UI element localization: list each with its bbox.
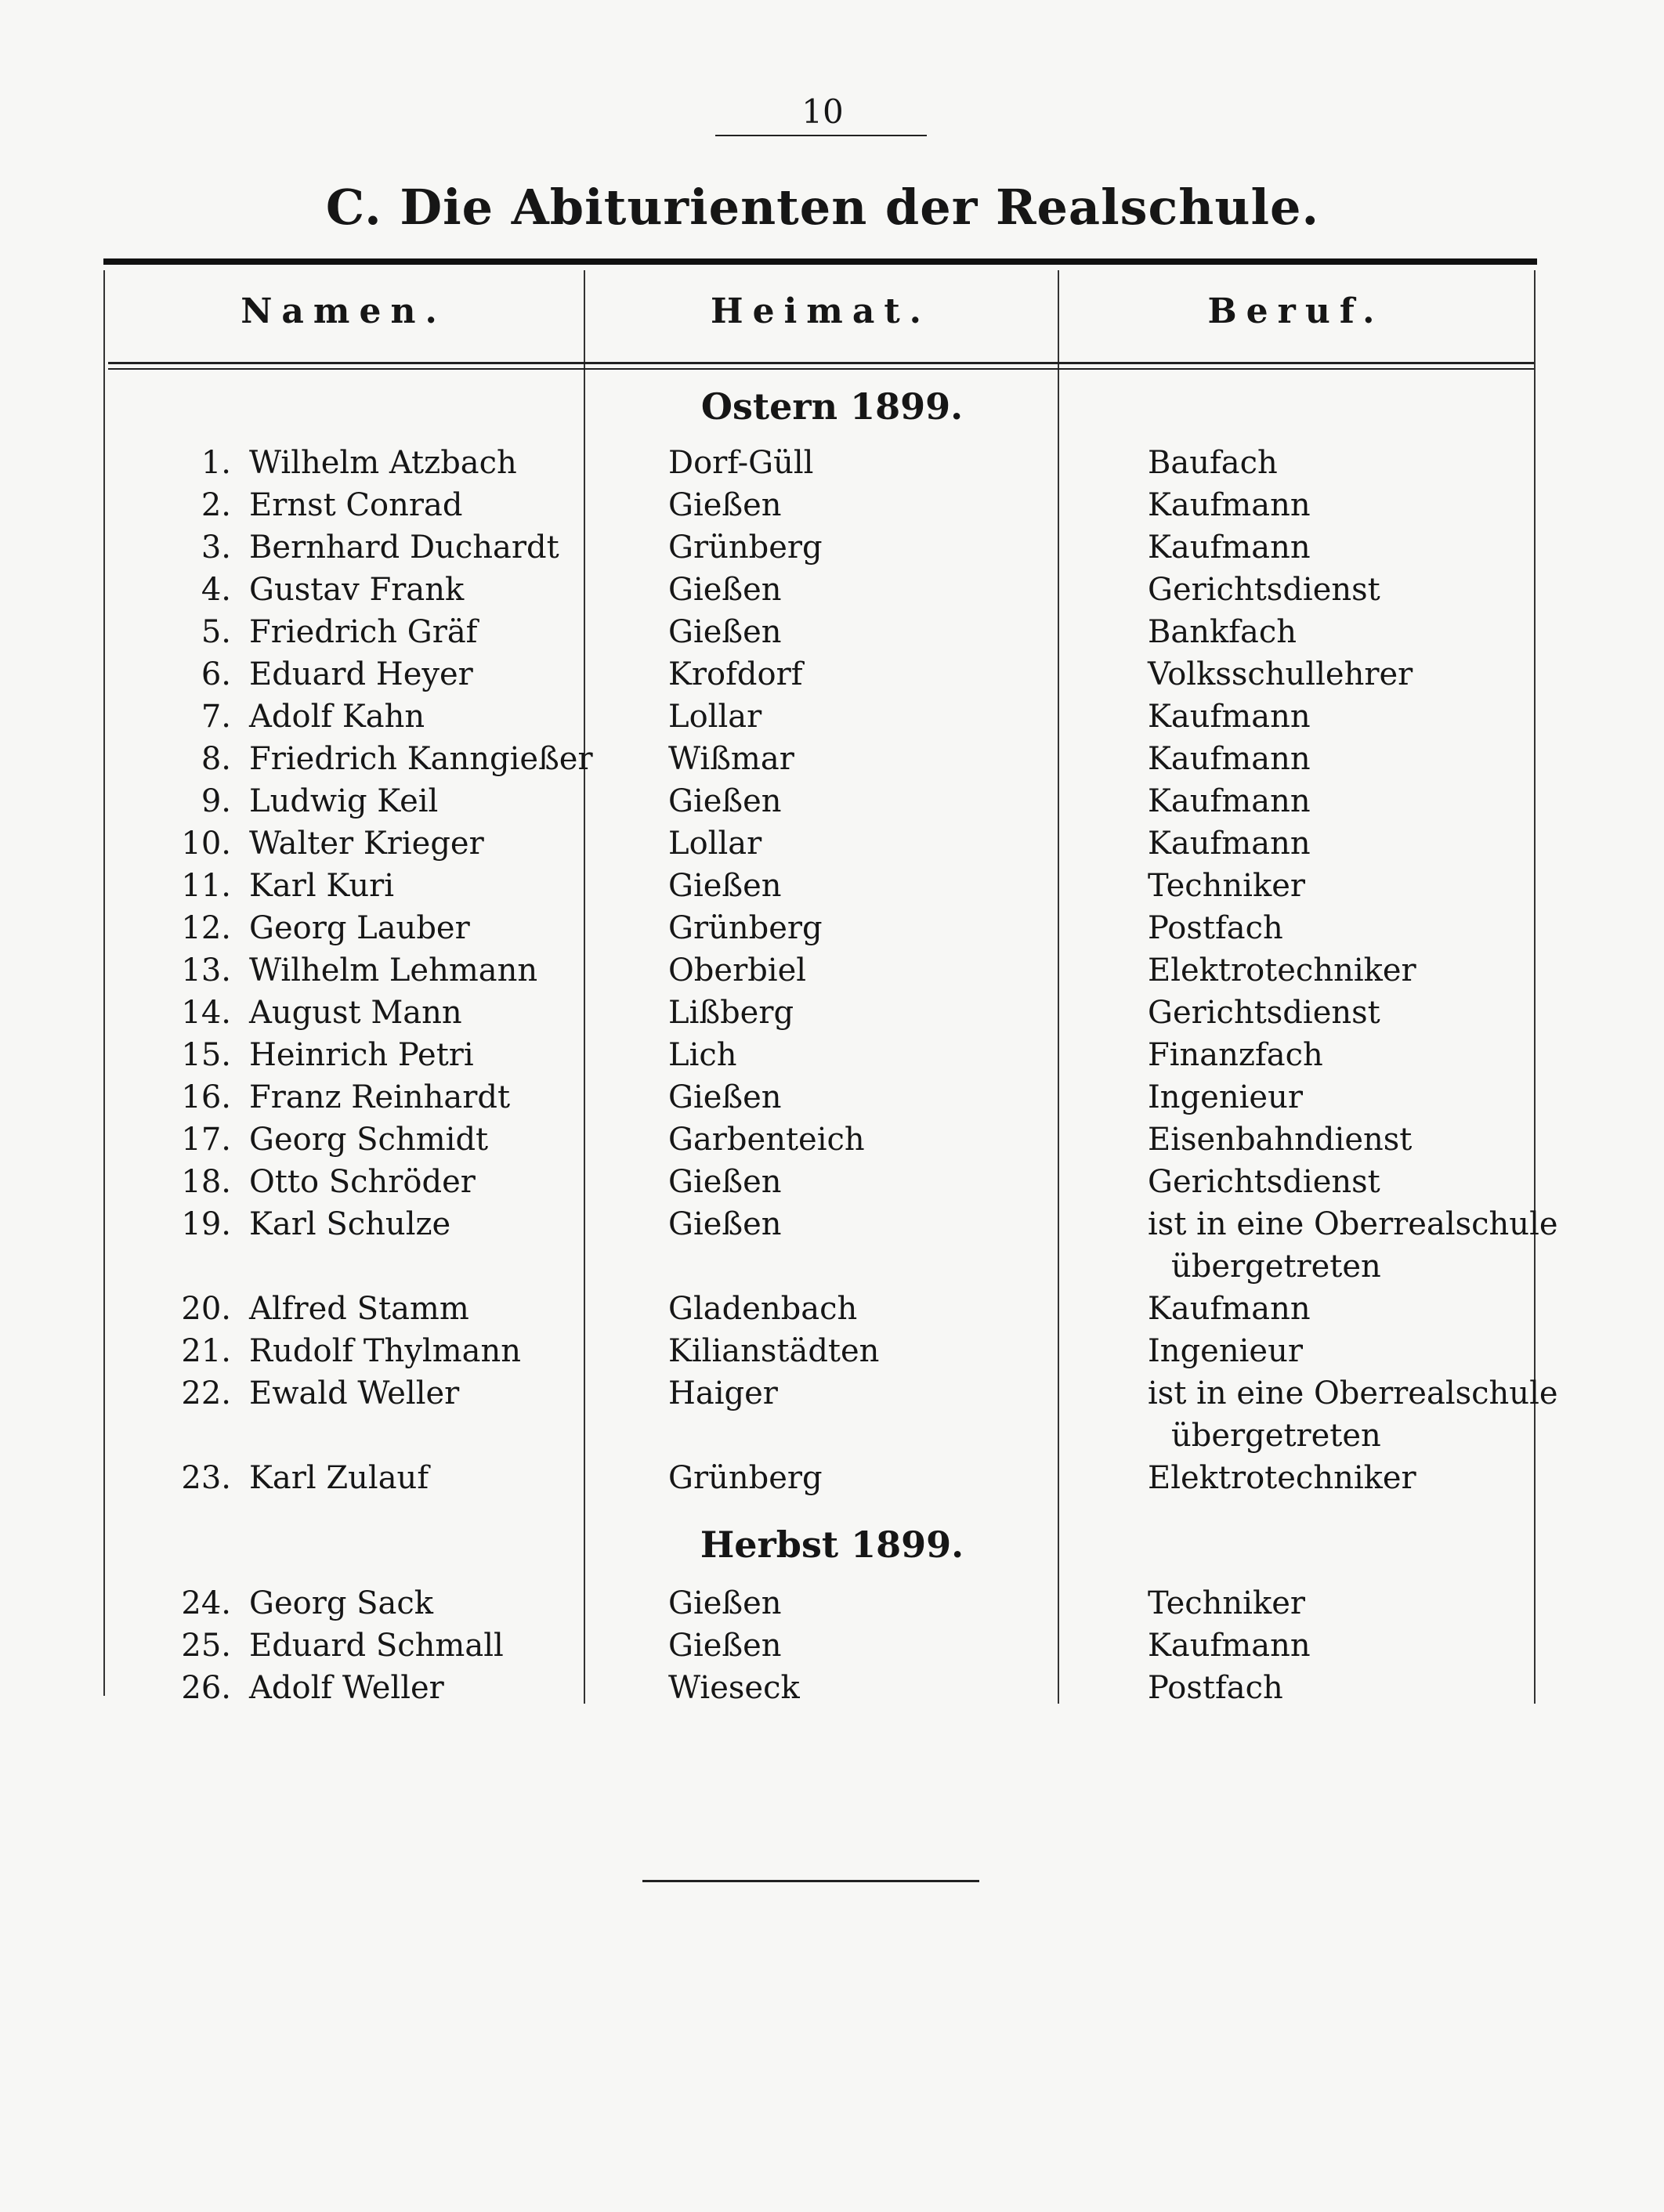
row-number: 7.: [201, 699, 231, 735]
student-home: Wieseck: [668, 1670, 800, 1706]
student-profession: Kaufmann: [1148, 699, 1311, 735]
column-header-name: Namen.: [241, 291, 447, 331]
student-name: Ernst Conrad: [249, 487, 463, 523]
table-row: [0, 1122, 1664, 1164]
row-number: 1.: [201, 445, 231, 481]
student-name: Karl Zulauf: [249, 1460, 429, 1496]
column-header-home: Heimat.: [711, 291, 931, 331]
row-number: 24.: [181, 1585, 231, 1621]
student-profession: Elektrotechniker: [1148, 1460, 1416, 1496]
student-name: Adolf Weller: [249, 1670, 444, 1706]
student-profession: Kaufmann: [1148, 530, 1311, 566]
student-home: Dorf-Güll: [668, 445, 814, 481]
page-title: C. Die Abiturienten der Realschule.: [325, 179, 1320, 236]
student-name: Friedrich Gräf: [249, 614, 478, 650]
student-profession: Gerichtsdienst: [1148, 995, 1380, 1031]
table-row: [0, 1375, 1664, 1460]
student-name: Georg Schmidt: [249, 1122, 489, 1158]
student-home: Grünberg: [668, 530, 823, 566]
table-row: [0, 910, 1664, 952]
student-name: Wilhelm Lehmann: [249, 952, 538, 989]
student-name: Karl Schulze: [249, 1206, 451, 1242]
row-number: 9.: [201, 783, 231, 819]
row-number: 26.: [181, 1670, 231, 1706]
student-profession: Elektrotechniker: [1148, 952, 1416, 989]
table-row: [0, 1291, 1664, 1333]
row-number: 10.: [181, 826, 231, 862]
row-number: 12.: [181, 910, 231, 946]
student-home: Gladenbach: [668, 1291, 858, 1327]
section-heading-easter: Ostern 1899.: [700, 385, 964, 428]
student-name: Wilhelm Atzbach: [249, 445, 517, 481]
student-name: Rudolf Thylmann: [249, 1333, 522, 1369]
table-row: [0, 826, 1664, 868]
table-row: [0, 614, 1664, 656]
student-name: Heinrich Petri: [249, 1037, 474, 1073]
table-row: [0, 572, 1664, 614]
student-name: Walter Krieger: [249, 826, 484, 862]
student-name: Ewald Weller: [249, 1375, 460, 1411]
student-home: Wißmar: [668, 741, 794, 777]
student-profession: ist in eine Oberrealschule: [1148, 1375, 1558, 1411]
row-number: 21.: [181, 1333, 231, 1369]
table-row: [0, 1670, 1664, 1712]
row-number: 15.: [181, 1037, 231, 1073]
student-home: Gießen: [668, 868, 782, 904]
student-name: Friedrich Kanngießer: [249, 741, 593, 777]
row-number: 5.: [201, 614, 231, 650]
student-home: Gießen: [668, 783, 782, 819]
row-number: 8.: [201, 741, 231, 777]
table-row: [0, 783, 1664, 826]
student-name: Georg Sack: [249, 1585, 434, 1621]
row-number: 17.: [181, 1122, 231, 1158]
table-row: [0, 952, 1664, 995]
student-name: Gustav Frank: [249, 572, 465, 608]
row-number: 14.: [181, 995, 231, 1031]
row-number: 6.: [201, 656, 231, 692]
table-row: [0, 1079, 1664, 1122]
student-home: Lißberg: [668, 995, 794, 1031]
student-home: Lollar: [668, 826, 762, 862]
table-row: [0, 1164, 1664, 1206]
table-row: [0, 995, 1664, 1037]
row-number: 3.: [201, 530, 231, 566]
column-header-job: Beruf.: [1207, 291, 1384, 331]
row-number: 20.: [181, 1291, 231, 1327]
student-home: Haiger: [668, 1375, 778, 1411]
student-home: Grünberg: [668, 1460, 823, 1496]
student-home: Gießen: [668, 1585, 782, 1621]
student-profession: Baufach: [1148, 445, 1278, 481]
table-row: [0, 1628, 1664, 1670]
table-row: [0, 1206, 1664, 1291]
student-profession: Kaufmann: [1148, 1628, 1311, 1664]
student-profession-continued: übergetreten: [1171, 1249, 1381, 1285]
student-profession: Kaufmann: [1148, 1291, 1311, 1327]
student-name: August Mann: [249, 995, 462, 1031]
student-profession-continued: übergetreten: [1171, 1418, 1381, 1454]
student-name: Eduard Heyer: [249, 656, 473, 692]
row-number: 23.: [181, 1460, 231, 1496]
table-row: [0, 1037, 1664, 1079]
student-name: Alfred Stamm: [249, 1291, 469, 1327]
student-profession: Ingenieur: [1148, 1079, 1303, 1115]
row-number: 11.: [181, 868, 231, 904]
table-row: [0, 1460, 1664, 1502]
student-home: Kilianstädten: [668, 1333, 880, 1369]
student-home: Gießen: [668, 572, 782, 608]
student-profession: Kaufmann: [1148, 741, 1311, 777]
student-name: Eduard Schmall: [249, 1628, 504, 1664]
student-profession: Postfach: [1148, 1670, 1283, 1706]
student-profession: Postfach: [1148, 910, 1283, 946]
row-number: 4.: [201, 572, 231, 608]
page-number-rule: [715, 135, 927, 136]
table-row: [0, 445, 1664, 487]
table-top-rule: [103, 258, 1537, 265]
student-name: Bernhard Duchardt: [249, 530, 559, 566]
row-number: 19.: [181, 1206, 231, 1242]
student-profession: Techniker: [1148, 868, 1305, 904]
student-home: Gießen: [668, 1628, 782, 1664]
table-row: [0, 487, 1664, 530]
student-profession: Ingenieur: [1148, 1333, 1303, 1369]
student-profession: ist in eine Oberrealschule: [1148, 1206, 1558, 1242]
row-number: 2.: [201, 487, 231, 523]
header-rule-double: [108, 368, 1534, 370]
table-row: [0, 530, 1664, 572]
student-profession: Gerichtsdienst: [1148, 572, 1380, 608]
row-number: 22.: [181, 1375, 231, 1411]
student-home: Lollar: [668, 699, 762, 735]
student-profession: Finanzfach: [1148, 1037, 1323, 1073]
student-profession: Techniker: [1148, 1585, 1305, 1621]
student-profession: Kaufmann: [1148, 826, 1311, 862]
student-profession: Gerichtsdienst: [1148, 1164, 1380, 1200]
student-home: Krofdorf: [668, 656, 803, 692]
table-row: [0, 741, 1664, 783]
student-home: Gießen: [668, 1079, 782, 1115]
student-name: Georg Lauber: [249, 910, 470, 946]
student-home: Gießen: [668, 1164, 782, 1200]
row-number: 16.: [181, 1079, 231, 1115]
student-home: Gießen: [668, 614, 782, 650]
page-number: 10: [801, 92, 844, 131]
student-name: Franz Reinhardt: [249, 1079, 511, 1115]
student-profession: Kaufmann: [1148, 487, 1311, 523]
student-name: Ludwig Keil: [249, 783, 439, 819]
student-home: Lich: [668, 1037, 737, 1073]
row-number: 18.: [181, 1164, 231, 1200]
row-number: 25.: [181, 1628, 231, 1664]
student-name: Adolf Kahn: [249, 699, 425, 735]
table-row: [0, 699, 1664, 741]
student-home: Oberbiel: [668, 952, 807, 989]
end-rule: [642, 1880, 979, 1882]
student-profession: Bankfach: [1148, 614, 1297, 650]
section-heading-autumn: Herbst 1899.: [700, 1523, 964, 1566]
table-row: [0, 1333, 1664, 1375]
student-profession: Eisenbahndienst: [1148, 1122, 1413, 1158]
table-row: [0, 868, 1664, 910]
table-row: [0, 656, 1664, 699]
student-profession: Kaufmann: [1148, 783, 1311, 819]
table-row: [0, 1585, 1664, 1628]
student-name: Otto Schröder: [249, 1164, 476, 1200]
student-home: Grünberg: [668, 910, 823, 946]
student-home: Gießen: [668, 487, 782, 523]
row-number: 13.: [181, 952, 231, 989]
student-profession: Volksschullehrer: [1148, 656, 1413, 692]
student-home: Gießen: [668, 1206, 782, 1242]
student-home: Garbenteich: [668, 1122, 865, 1158]
student-name: Karl Kuri: [249, 868, 395, 904]
header-rule: [108, 362, 1534, 364]
